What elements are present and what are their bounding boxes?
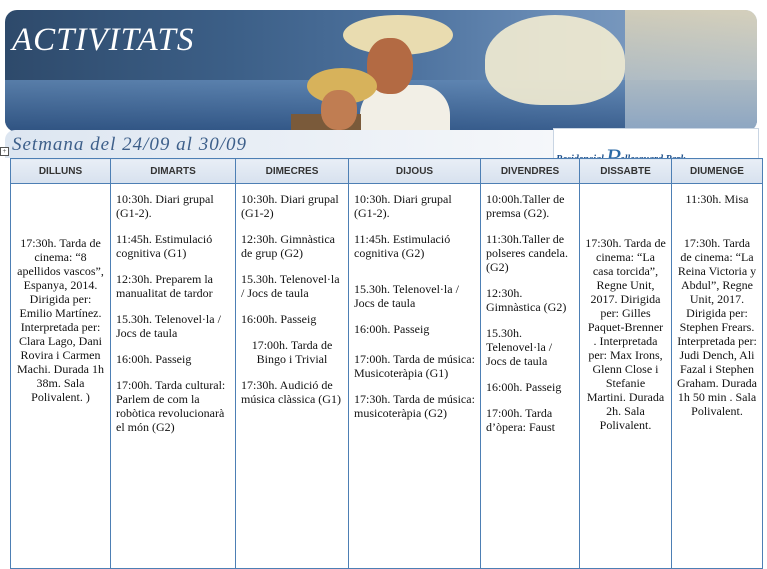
activity-item: 11:30h.Taller de polseres candela. (G2) — [486, 232, 568, 274]
activity-item: 17:00h. Tarda de Bingo i Trivial — [251, 338, 333, 366]
day-cell-monday — [11, 184, 111, 569]
day-header-thursday: DIJOUS — [349, 159, 481, 184]
table-move-handle[interactable]: + — [0, 147, 9, 156]
banner-child-face — [321, 90, 357, 130]
activity-item: 16:00h. Passeig — [486, 380, 562, 394]
activity-item: 12:30h. Gimnàstica de grup (G2) — [241, 232, 335, 260]
residence-logo — [553, 128, 759, 160]
activity-item: 17:00h. Tarda d’òpera: Faust — [486, 406, 555, 434]
activity-item: 11:45h. Estimulació cognitiva (G2) — [354, 232, 451, 260]
activity-item: 17:30h. Tarda de cinema: “La Reina Victoria y Abdul”, Regne Unit, 2017. Dirigida per: Stephen Frears. Interpretada per: Judi Dench, Ali Fazal i Stephen Graham. Durada 1h 50 min . Sala Polivalent. — [677, 236, 757, 418]
activity-item: 12:30h. Gimnàstica (G2) — [486, 286, 567, 314]
day-cell-wednesday — [236, 184, 349, 569]
activity-item: 11:30h. Misa — [685, 192, 749, 206]
activities-row — [11, 184, 763, 569]
day-header-wednesday: DIMECRES — [236, 159, 349, 184]
week-subtitle: Setmana del 24/09 al 30/09 — [12, 134, 247, 155]
day-cell-saturday — [580, 184, 672, 569]
day-cell-tuesday — [111, 184, 236, 569]
activity-item: 15.30h. Telenovel·la / Jocs de taula — [486, 326, 553, 368]
day-header-friday: DIVENDRES — [481, 159, 580, 184]
activity-item: 15.30h. Telenovel·la / Jocs de taula — [354, 282, 459, 310]
activity-item: 17:30h. Tarda de cinema: “La casa torcida”, Regne Unit, 2017. Dirigida per: Gilles Paquet-Brenner . Interpretada per: Max Irons, Glenn Close i Stefanie Martini. Durada 2h. Sala Polivalent. — [585, 236, 666, 432]
activity-item: 16:00h. Passeig — [116, 352, 192, 366]
activity-item: 10:00h.Taller de premsa (G2). — [486, 192, 565, 220]
activity-item: 17:30h. Tarda de cinema: “8 apellidos vascos”, Espanya, 2014. Dirigida per: Emilio Martínez. Interpretada per: Clara Lago, Dani Rovira i Carmen Machi. Durada 1h 38m. Sala Polivalent. ) — [17, 236, 104, 404]
activity-item: 17:00h. Tarda de música: Musicoteràpia (G1) — [354, 352, 475, 380]
banner-light — [625, 10, 757, 132]
day-header-sunday: DIUMENGE — [672, 159, 763, 184]
day-header-tuesday: DIMARTS — [111, 159, 236, 184]
day-header-saturday: DISSABTE — [580, 159, 672, 184]
schedule-table — [10, 158, 763, 569]
activity-item: 17:30h. Tarda de música: musicoteràpia (G2) — [354, 392, 475, 420]
page-title: ACTIVITATS — [12, 22, 195, 58]
activity-item: 17:30h. Audició de música clàssica (G1) — [241, 378, 341, 406]
activity-item: 10:30h. Diari grupal (G1-2). — [116, 192, 214, 220]
activity-item: 17:00h. Tarda cultural: Parlem de com la robòtica revolucionarà el món (G2) — [116, 378, 226, 434]
activity-item: 12:30h. Preparem la manualitat de tardor — [116, 272, 213, 300]
day-header-row — [11, 159, 763, 184]
day-cell-sunday — [672, 184, 763, 569]
activity-item: 15.30h. Telenovel·la / Jocs de taula — [241, 272, 340, 300]
day-cell-friday — [481, 184, 580, 569]
activity-item: 10:30h. Diari grupal (G1-2) — [241, 192, 339, 220]
activity-item: 10:30h. Diari grupal (G1-2). — [354, 192, 452, 220]
activity-item: 16:00h. Passeig — [241, 312, 317, 326]
activity-item: 15.30h. Telenovel·la / Jocs de taula — [116, 312, 221, 340]
day-header-monday: DILLUNS — [11, 159, 111, 184]
banner-parasol — [485, 15, 625, 105]
activity-item: 11:45h. Estimulació cognitiva (G1) — [116, 232, 213, 260]
activity-item: 16:00h. Passeig — [354, 322, 430, 336]
day-cell-thursday — [349, 184, 481, 569]
